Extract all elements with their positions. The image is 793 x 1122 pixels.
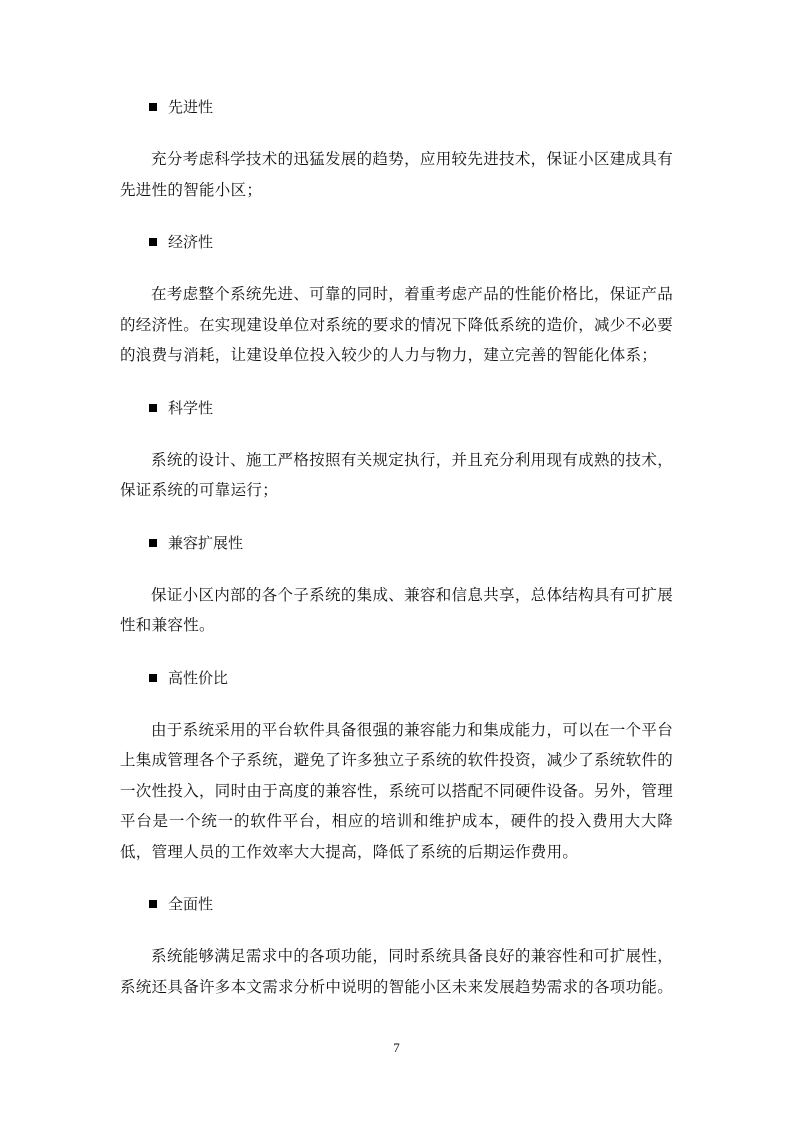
heading-text: 科学性 [168,398,214,417]
section-heading-economy [120,227,673,257]
section-heading-cost-performance [120,663,673,693]
section-heading-scientific [120,393,673,423]
heading-text: 先进性 [168,98,214,116]
heading-text: 经济性 [168,233,214,251]
section-paragraph-cost-performance: 由于系统采用的平台软件具备很强的兼容能力和集成能力，可以在一个平台上集成管理各个子系统，避免了许多独立子系统的软件投资，减少了系统软件的一次性投入，同时由于高度的兼容性，系统可以搭配不同硬件设备。另外，管理平台是一个统一的软件平台，相应的培训和维护成本，硬件的投入费用大大降低，管理人员的工作效率大大提高，降低了系统的后期运作费用。 [120,720,674,861]
section-paragraph-compatibility: 保证小区内部的各个子系统的集成、兼容和信息共享，总体结构具有可扩展性和兼容性。 [120,585,673,634]
square-bullet-icon [149,539,157,547]
square-bullet-icon [149,404,157,412]
heading-text: 全面性 [168,895,214,913]
square-bullet-icon [149,238,157,246]
section-paragraph-advanced: 充分考虑科学技术的迅猛发展的趋势，应用较先进技术，保证小区建成具有先进性的智能小区； [120,150,673,199]
section-heading-advanced [120,92,673,122]
section-paragraph-economy: 在考虑整个系统先进、可靠的同时，着重考虑产品的性能价格比，保证产品的经济性。在实现建设单位对系统的要求的情况下降低系统的造价，减少不必要的浪费与消耗，让建设单位投入较少的人力与物力，建立完善的智能化体系； [120,285,674,364]
page-number: 7 [393,1040,400,1055]
heading-text: 高性价比 [168,668,229,687]
section-heading-comprehensive [120,889,673,919]
heading-text: 兼容扩展性 [168,533,244,552]
square-bullet-icon [149,103,157,111]
page-content [120,92,673,1024]
section-paragraph-scientific: 系统的设计、施工严格按照有关规定执行，并且充分利用现有成熟的技术，保证系统的可靠运行； [120,450,673,499]
section-heading-compatibility [120,528,673,558]
section-paragraph-comprehensive: 系统能够满足需求中的各项功能，同时系统具备良好的兼容性和可扩展性，系统还具备许多本文需求分析中说明的智能小区未来发展趋势需求的各项功能。 [120,947,674,996]
square-bullet-icon [149,900,157,908]
square-bullet-icon [149,674,157,682]
